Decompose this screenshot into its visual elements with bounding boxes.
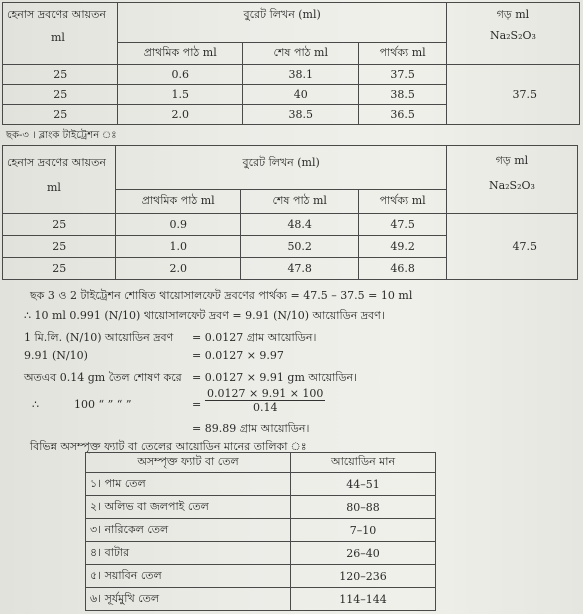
- header-average: [446, 3, 579, 65]
- calc-fraction: [205, 387, 325, 414]
- cell-volume: 25: [3, 65, 118, 85]
- cell-average: 47.5: [446, 236, 577, 258]
- header-average-formula: Na₂S₂O₃: [488, 179, 535, 192]
- cell-difference: 49.2: [359, 236, 446, 258]
- cell-average-empty: [446, 65, 579, 85]
- calc-line-4-left: 9.91 (N/10): [24, 349, 88, 362]
- calc-line-5-right: = 0.0127 × 9.91 gm আয়োডিন।: [192, 371, 358, 384]
- header-difference: পার্থক্য ml: [359, 190, 446, 214]
- cell-final: 38.1: [243, 65, 359, 85]
- header-volume-label: হেনাস দ্রবণের আয়তন: [7, 8, 106, 21]
- header-burette: বুরেট লিখন (ml): [116, 146, 446, 190]
- header-volume-label: হেনাস দ্রবণের আয়তন: [7, 156, 106, 169]
- header-volume: [3, 3, 118, 65]
- cell-volume: 25: [3, 105, 118, 125]
- cell-difference: 47.5: [359, 214, 446, 236]
- table-row: [86, 542, 436, 565]
- cell-difference: 46.8: [359, 258, 446, 280]
- cell-fat-name: ২। অলিভ বা জলপাই তেল: [86, 496, 291, 519]
- cell-iodine-value: 80–88: [291, 496, 436, 519]
- calc-therefore-symbol: ∴: [32, 398, 39, 411]
- header-initial: প্রাথমিক পাঠ ml: [116, 190, 241, 214]
- cell-difference: 37.5: [359, 65, 446, 85]
- calc-line-4-right: = 0.0127 × 9.97: [192, 349, 284, 362]
- header-volume-unit: ml: [47, 181, 61, 194]
- header-initial: প্রাথমিক পাঠ ml: [118, 43, 243, 65]
- table-row: [3, 258, 578, 280]
- calc-line-equivalence: ∴ 10 ml 0.991 (N/10) থায়োসালফেট দ্রবণ = 9.91 (N/10) আয়োডিন দ্রবণ।: [24, 309, 385, 322]
- cell-iodine-value: 114–144: [291, 588, 436, 611]
- cell-iodine-value: 7–10: [291, 519, 436, 542]
- cell-initial: 1.0: [116, 236, 241, 258]
- cell-fat-name: ৫। সয়াবিন তেল: [86, 565, 291, 588]
- cell-initial: 1.5: [118, 85, 243, 105]
- table-row: [86, 565, 436, 588]
- cell-difference: 36.5: [359, 105, 446, 125]
- table-row: [3, 236, 578, 258]
- caption-iodine-table: বিভিন্ন অসম্পৃক্ত ফ্যাট বা তেলের আয়োডিন মানের তালিকা ঃ: [30, 440, 307, 453]
- header-average-formula: Na₂S₂O₃: [489, 29, 536, 42]
- calc-line-3-left: 1 মি.লি. (N/10) আয়োডিন দ্রবণ: [24, 331, 174, 344]
- fraction-denominator: 0.14: [252, 401, 278, 414]
- header-average-label: গড় ml: [495, 154, 529, 167]
- header-average: [446, 146, 577, 214]
- table-row: [86, 496, 436, 519]
- header-volume: [3, 146, 116, 214]
- cell-difference: 38.5: [359, 85, 446, 105]
- cell-average-empty: [446, 105, 579, 125]
- table-row: [3, 85, 580, 105]
- calc-result: = 89.89 গ্রাম আয়োডিন।: [192, 422, 310, 435]
- cell-initial: 2.0: [116, 258, 241, 280]
- header-average-label: গড় ml: [496, 8, 530, 21]
- header-volume-unit: ml: [51, 31, 65, 44]
- table-row: [3, 65, 580, 85]
- cell-iodine-value: 44–51: [291, 473, 436, 496]
- cell-volume: 25: [3, 236, 116, 258]
- header-difference: পার্থক্য ml: [359, 43, 446, 65]
- fraction-numerator: 0.0127 × 9.91 × 100: [207, 387, 324, 400]
- calc-line-3-right: = 0.0127 গ্রাম আয়োডিন।: [192, 331, 317, 344]
- table-row: [3, 105, 580, 125]
- titration-table-1: [2, 2, 580, 125]
- header-fat-name: অসম্পৃক্ত ফ্যাট বা তেল: [86, 453, 291, 473]
- cell-initial: 0.6: [118, 65, 243, 85]
- header-final: শেষ পাঠ ml: [241, 190, 359, 214]
- calc-line-6-left: 100 “ ” “ ”: [74, 398, 132, 411]
- table-row: [86, 473, 436, 496]
- cell-average-empty: [446, 258, 577, 280]
- cell-initial: 0.9: [116, 214, 241, 236]
- calc-line-5-left: অতএব 0.14 gm তৈল শোষণ করে: [24, 371, 182, 384]
- calc-line-difference: ছক 3 ও 2 টাইট্রেশন শোষিত থায়োসালফেট দ্রবণের পার্থক্য = 47.5 – 37.5 = 10 ml: [30, 289, 413, 302]
- cell-volume: 25: [3, 258, 116, 280]
- table-row: [86, 519, 436, 542]
- cell-final: 38.5: [243, 105, 359, 125]
- cell-fat-name: ৪। বাটার: [86, 542, 291, 565]
- calc-line-6-equals: =: [192, 398, 202, 411]
- cell-iodine-value: 120–236: [291, 565, 436, 588]
- table-row: [3, 214, 578, 236]
- cell-final: 40: [243, 85, 359, 105]
- cell-average: 37.5: [446, 85, 579, 105]
- cell-fat-name: ৬। সূর্যমুখি তেল: [86, 588, 291, 611]
- cell-volume: 25: [3, 214, 116, 236]
- cell-iodine-value: 26–40: [291, 542, 436, 565]
- header-iodine-value: আয়োডিন মান: [291, 453, 436, 473]
- cell-initial: 2.0: [118, 105, 243, 125]
- header-burette: বুরেট লিখন (ml): [118, 3, 446, 43]
- caption-blank-titration: ছক-৩ । ব্লাংক টাইট্রেশন ঃ: [6, 130, 117, 141]
- header-final: শেষ পাঠ ml: [243, 43, 359, 65]
- titration-table-2: [2, 145, 578, 280]
- cell-average-empty: [446, 214, 577, 236]
- cell-final: 47.8: [241, 258, 359, 280]
- cell-final: 50.2: [241, 236, 359, 258]
- cell-fat-name: ১। পাম তেল: [86, 473, 291, 496]
- cell-final: 48.4: [241, 214, 359, 236]
- iodine-value-table: [85, 452, 436, 611]
- cell-volume: 25: [3, 85, 118, 105]
- cell-fat-name: ৩। নারিকেল তেল: [86, 519, 291, 542]
- table-row: [86, 588, 436, 611]
